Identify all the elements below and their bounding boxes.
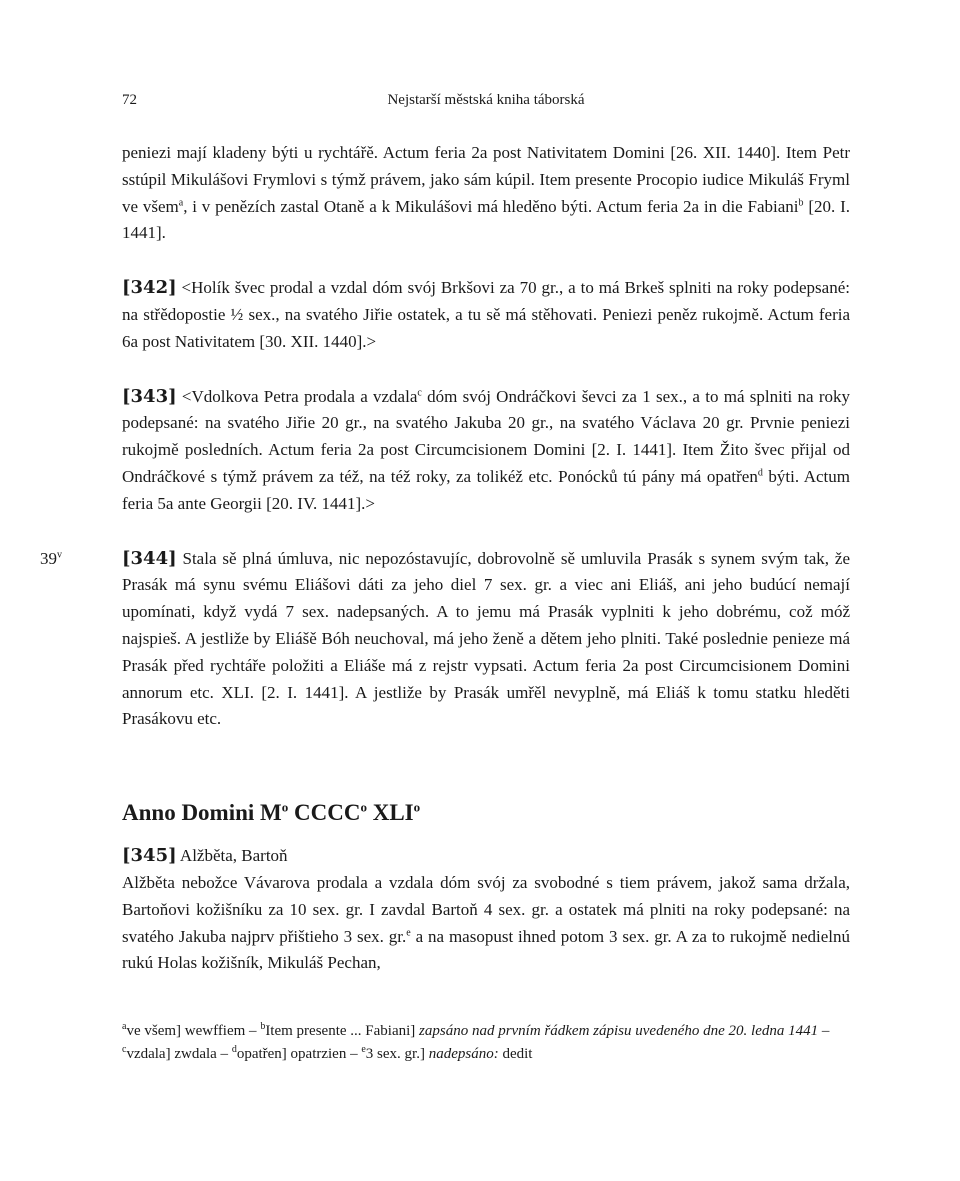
text-run: dóm svój Ondráčkovi ševci za 1 sex., a to má splniti na roky podepsané: na svatého Jiřie 20 gr., na svatého Jakuba 20 gr., na svatého Václava 20 gr. Prvnie peniezi rukojmě posledních. Actum feria 2a post Circumcisionem Domini [2. I. 1441]. Item Žito švec přijal od Ondráčkové s týmž právem za též, na též roky, za tolikéž etc. Ponócků tú pány má opatřen <box>122 386 850 486</box>
footnote-separator: – <box>818 1023 830 1039</box>
text-run: Alžběta nebožce Vávarova prodala a vzdala dóm svój za svobodné s tiem právem, jakož sama držala, Bartoňovi kožišníku za 10 sex. gr. I zavdal Bartoň 4 sex. gr. a ostatek má plniti na roky podepsané: na svatého Jakuba najprv přištieho 3 sex. gr. <box>122 872 850 946</box>
text-run: , i v penězích zastal Otaně a k Mikulášovi má hleděno býti. Actum feria 2a in die Fabiani <box>183 196 799 216</box>
heading-text: CCCC <box>288 800 361 826</box>
heading-text: Anno Domini M <box>122 800 282 826</box>
folio-verso-mark: v <box>57 548 62 560</box>
text-run: [20. I. 1441]. <box>122 196 850 243</box>
footnote-text: dedit <box>498 1046 533 1062</box>
entry-345-heading <box>122 843 850 870</box>
text-run: a na masopust ihned potom 3 sex. gr. A za to rukojmě nedielnú rukú Holas kožišník, Mikuláš Pechan, <box>122 926 850 973</box>
entry-number: [344] <box>122 547 177 569</box>
entry-344 <box>40 546 850 734</box>
continuation-paragraph <box>122 140 850 247</box>
text-run: <Vdolkova Petra prodala a vzdala <box>176 386 418 406</box>
entry-text: Stala sě plná úmluva, nic nepozóstavujíc, dobrovolně sě umluvila Prasák s synem svým tak, že Prasák má synu svému Eliášovi dáti za jeho diel 7 sex. gr. a viec ani Eliáš, ani jeho budúcí nemají upomínati, když vydá 7 sex. nadepsaných. A to jemu má Prasák vyplniti k jeho dobrému, což móž najspieš. A jestliže by Eliášě Bóh neuchoval, má jeho ženě a dětem jeho plniti. Také poslednie penieze má Prasák před rychtáře položiti a Eliáše má z rejstr vypsati. Actum feria 2a post Circumcisionem Domini annorum etc. XLI. [2. I. 1441]. A jestliže by Prasák umřěl nevyplně, má Eliáš k tomu statku hleděti Prasákovu etc. <box>122 548 850 729</box>
entry-names: Alžběta, Bartoň <box>176 846 288 866</box>
footnote-marker: e <box>406 926 411 938</box>
entry-number: [343] <box>122 385 177 407</box>
folio-number: 39 <box>40 548 57 568</box>
running-head <box>122 92 850 114</box>
footnote-marker: a <box>178 196 184 208</box>
page-number: 72 <box>122 92 137 108</box>
footnote-text: opatřen] opatrzien – <box>236 1046 362 1062</box>
footnote-mark: d <box>231 1044 237 1055</box>
footnote-mark: b <box>260 1021 266 1032</box>
footnote-marker: b <box>798 196 804 208</box>
heading-sup: o <box>281 799 289 815</box>
footnote-editorial-note: nadepsáno: <box>428 1046 499 1062</box>
footnote-text: Item presente ... Fabiani] <box>265 1023 420 1039</box>
heading-sup: o <box>360 799 367 815</box>
heading-text: XLI <box>366 800 414 826</box>
footnote-text: 3 sex. gr.] <box>365 1046 429 1062</box>
heading-sup: o <box>413 799 421 815</box>
text-run: býti. Actum feria 5a ante Georgii [20. IV. 1441].> <box>122 466 851 513</box>
body-text <box>40 140 851 977</box>
running-title: Nejstarší městská kniha táborská <box>387 92 585 108</box>
footnote-marker: d <box>757 467 763 479</box>
text-run: peniezi mají kladeny býti u rychtářě. Actum feria 2a post Nativitatem Domini [26. XII. 1440]. Item Petr sstúpil Mikulášovi Frymlovi s týmž právem, jako sám kúpil. Item presente Procopio iudice Mikuláš Fryml ve všem <box>122 143 850 216</box>
footnote-mark: e <box>361 1044 366 1055</box>
footnote-text: ve všem] wewffiem – <box>126 1023 261 1039</box>
folio-marker <box>40 546 62 573</box>
entry-345 <box>122 870 850 977</box>
section-heading <box>122 799 850 827</box>
footnote-text: vzdala] zwdala – <box>126 1046 232 1062</box>
entry-343 <box>122 384 850 518</box>
footnote-marker: c <box>417 386 422 398</box>
entry-342 <box>122 275 850 355</box>
footnote-editorial-note: zapsáno nad prvním řádkem zápisu uvedeného dne 20. ledna 1441 <box>419 1023 819 1039</box>
footnote-mark: a <box>122 1021 127 1032</box>
footnote-mark: c <box>122 1044 127 1055</box>
entry-text: <Holík švec prodal a vzdal dóm svój Brkšovi za 70 gr., a to má Brkeš splniti na roky podepsané: na střědopostie ½ sex., na svatého Jiřie ostatek, a tu sě má stěhovati. Peniezi peněz rukojmě. Actum feria 6a post Nativitatem [30. XII. 1440].> <box>122 278 850 351</box>
footnotes <box>122 1020 850 1066</box>
entry-number: [342] <box>122 277 177 299</box>
entry-number: [345] <box>122 845 177 867</box>
